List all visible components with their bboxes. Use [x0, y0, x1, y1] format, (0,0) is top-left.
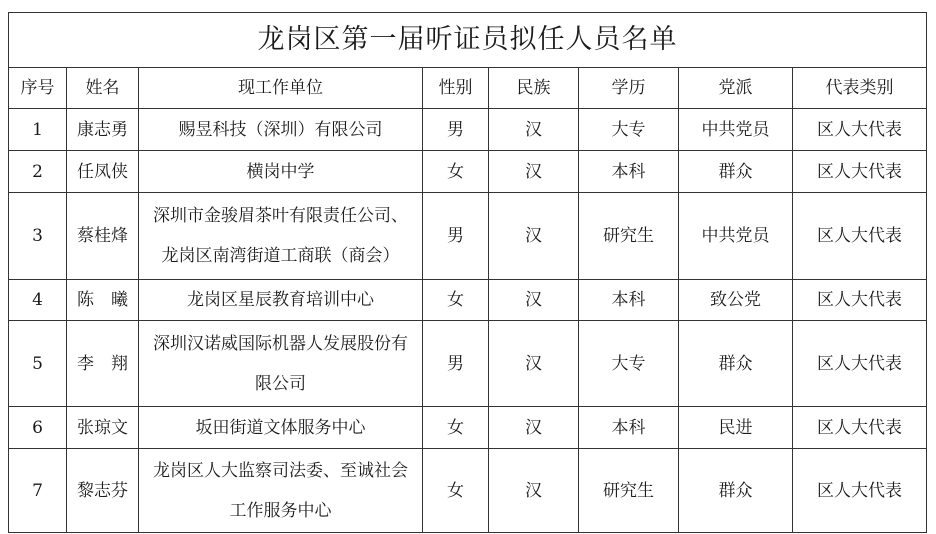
cell-education: 大专 [579, 321, 679, 407]
unit-text: 深圳市金骏眉茶叶有限责任公司、龙岗区南湾街道工商联（商会） [153, 206, 408, 266]
cell-ethnicity: 汉 [489, 109, 579, 151]
unit-text: 赐昱科技（深圳）有限公司 [178, 119, 383, 140]
table-row [9, 449, 927, 533]
cell-gender: 女 [423, 280, 489, 321]
cell-category: 区人大代表 [793, 109, 927, 151]
cell-education: 本科 [579, 280, 679, 321]
header-cell-education: 学历 [579, 68, 679, 109]
cell-unit [139, 151, 423, 193]
cell-unit [139, 449, 423, 533]
unit-text: 坂田街道文体服务中心 [195, 417, 366, 438]
cell-unit [139, 280, 423, 321]
header-cell-gender: 性别 [423, 68, 489, 109]
cell-unit [139, 193, 423, 280]
cell-ethnicity: 汉 [489, 321, 579, 407]
cell-gender: 女 [423, 449, 489, 533]
cell-gender: 女 [423, 151, 489, 193]
document [8, 12, 926, 533]
cell-category: 区人大代表 [793, 151, 927, 193]
cell-party: 致公党 [679, 280, 793, 321]
cell-no: 6 [9, 407, 67, 449]
unit-text: 深圳汉诺威国际机器人发展股份有限公司 [153, 333, 408, 394]
cell-no: 2 [9, 151, 67, 193]
unit-text: 龙岗区星辰教育培训中心 [187, 290, 374, 310]
cell-name: 蔡桂烽 [67, 193, 139, 280]
cell-ethnicity: 汉 [489, 449, 579, 533]
roster-table [8, 12, 927, 533]
cell-education: 本科 [579, 407, 679, 449]
cell-gender: 女 [423, 407, 489, 449]
document-title: 龙岗区第一届听证员拟任人员名单 [9, 13, 927, 68]
header-cell-category: 代表类别 [793, 68, 927, 109]
unit-text: 龙岗区人大监察司法委、至诚社会工作服务中心 [153, 460, 408, 521]
cell-name: 陈 曦 [67, 280, 139, 321]
table-row [9, 193, 927, 280]
cell-education: 大专 [579, 109, 679, 151]
table-row [9, 280, 927, 321]
cell-gender: 男 [423, 321, 489, 407]
cell-party: 群众 [679, 449, 793, 533]
header-cell-party: 党派 [679, 68, 793, 109]
cell-no: 4 [9, 280, 67, 321]
cell-ethnicity: 汉 [489, 151, 579, 193]
cell-ethnicity: 汉 [489, 193, 579, 280]
cell-party: 群众 [679, 321, 793, 407]
header-cell-no: 序号 [9, 68, 67, 109]
cell-no: 7 [9, 449, 67, 533]
cell-name: 张琼文 [67, 407, 139, 449]
table-row [9, 151, 927, 193]
table-row [9, 109, 927, 151]
cell-name: 黎志芬 [67, 449, 139, 533]
header-cell-ethnicity: 民族 [489, 68, 579, 109]
cell-ethnicity: 汉 [489, 407, 579, 449]
cell-category: 区人大代表 [793, 407, 927, 449]
cell-party: 群众 [679, 151, 793, 193]
cell-category: 区人大代表 [793, 449, 927, 533]
cell-party: 中共党员 [679, 109, 793, 151]
cell-party: 民进 [679, 407, 793, 449]
cell-unit [139, 109, 423, 151]
cell-no: 5 [9, 321, 67, 407]
header-cell-unit: 现工作单位 [139, 68, 423, 109]
table-row [9, 321, 927, 407]
cell-education: 本科 [579, 151, 679, 193]
cell-name: 任凤侠 [67, 151, 139, 193]
cell-category: 区人大代表 [793, 280, 927, 321]
table-row [9, 407, 927, 449]
header-cell-name: 姓名 [67, 68, 139, 109]
cell-no: 1 [9, 109, 67, 151]
cell-gender: 男 [423, 193, 489, 280]
cell-unit [139, 321, 423, 407]
cell-name: 李 翔 [67, 321, 139, 407]
cell-ethnicity: 汉 [489, 280, 579, 321]
cell-gender: 男 [423, 109, 489, 151]
cell-category: 区人大代表 [793, 193, 927, 280]
cell-party: 中共党员 [679, 193, 793, 280]
cell-no: 3 [9, 193, 67, 280]
cell-category: 区人大代表 [793, 321, 927, 407]
header-row [9, 68, 927, 109]
cell-education: 研究生 [579, 449, 679, 533]
cell-unit [139, 407, 423, 449]
unit-text: 横岗中学 [246, 161, 315, 182]
cell-name: 康志勇 [67, 109, 139, 151]
cell-education: 研究生 [579, 193, 679, 280]
